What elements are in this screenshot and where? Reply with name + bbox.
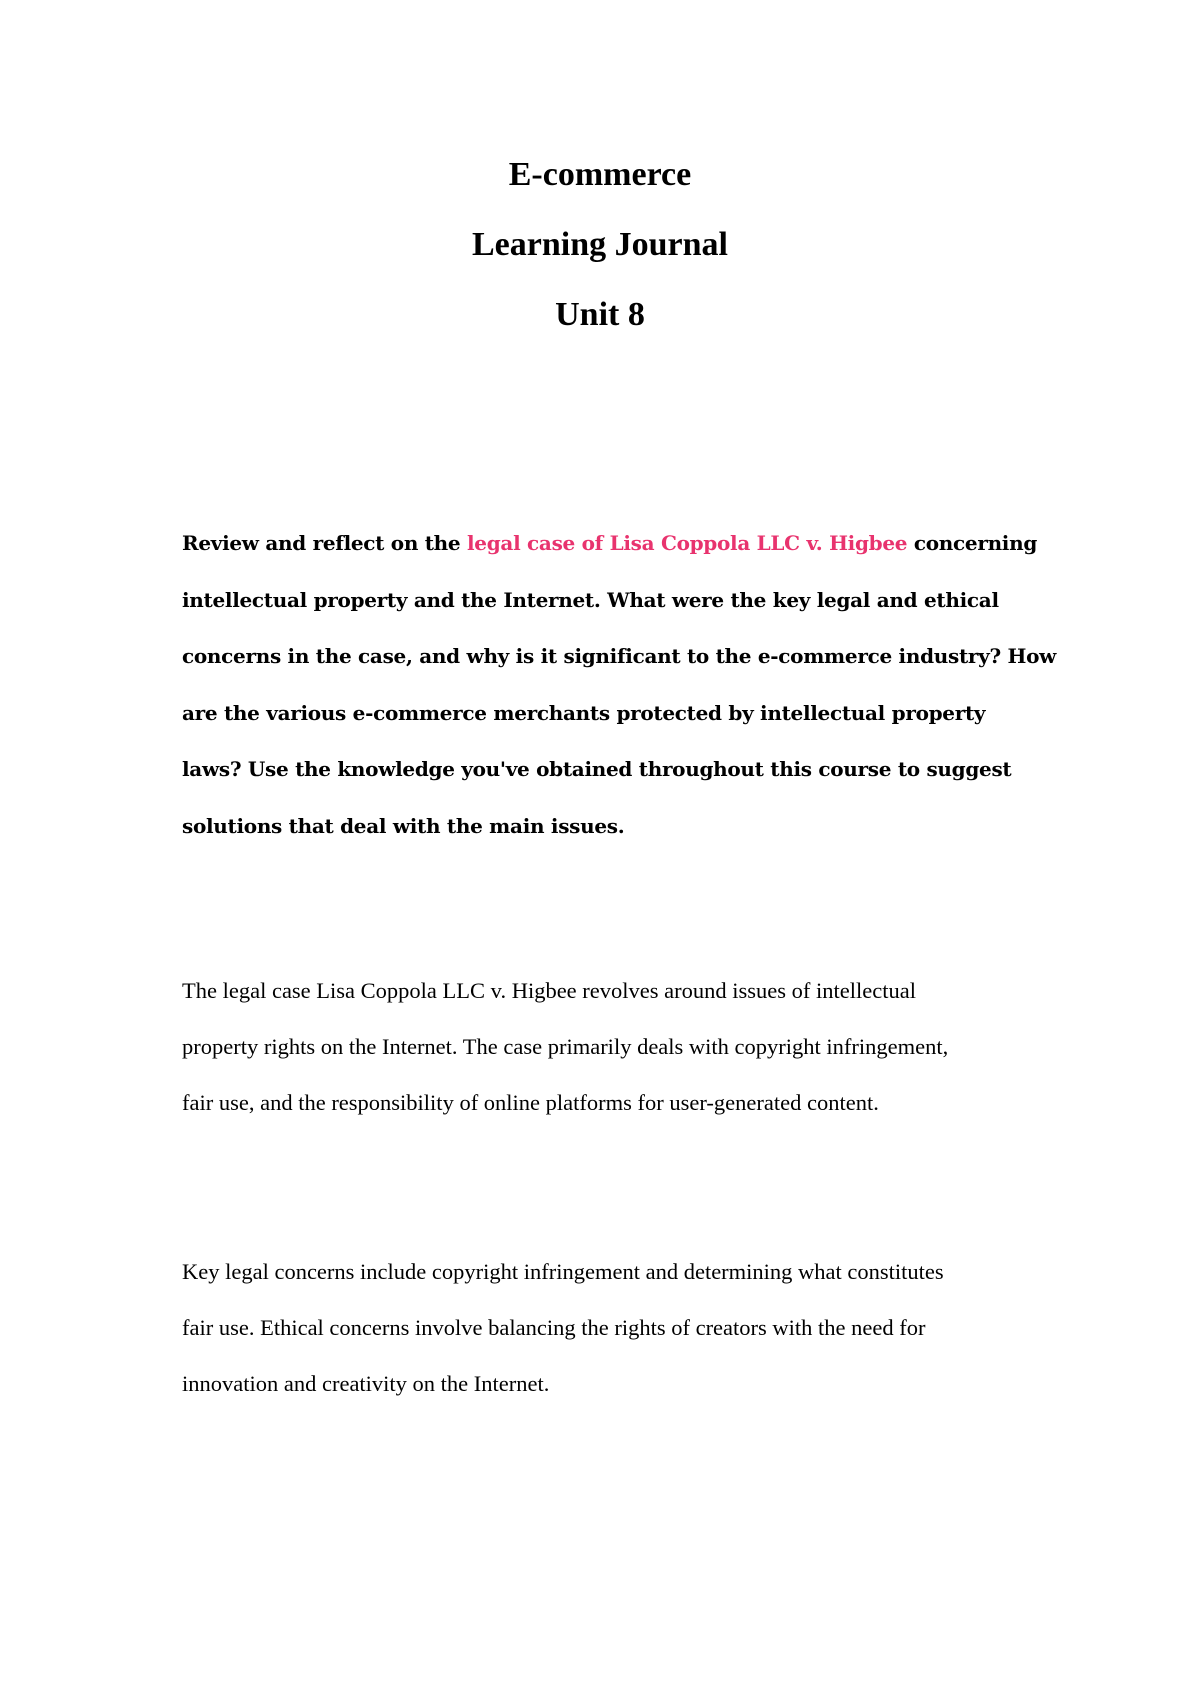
prompt-line-4: are the various e-commerce merchants protected by intellectual property — [182, 700, 986, 725]
document-subtitle: Learning Journal — [472, 226, 728, 263]
paragraph-2-line-1: Key legal concerns include copyright infringement and determining what constitutes — [182, 1259, 944, 1284]
body-paragraph-2 — [182, 1244, 1022, 1412]
body-paragraph-1 — [182, 963, 1022, 1131]
prompt-line-1-before: Review and reflect on the — [182, 531, 467, 555]
paragraph-1-line-1: The legal case Lisa Coppola LLC v. Higbee revolves around issues of intellectual — [182, 978, 916, 1003]
prompt-line-3: concerns in the case, and why is it significant to the e-commerce industry? How — [182, 644, 1057, 668]
paragraph-1-line-3: fair use, and the responsibility of online platforms for user-generated content. — [182, 1090, 879, 1115]
prompt-line-1 — [182, 515, 1038, 572]
paragraph-2-line-3: innovation and creativity on the Internet. — [182, 1371, 550, 1396]
document-title: E-commerce — [508, 156, 692, 193]
paragraph-2-line-2: fair use. Ethical concerns involve balancing the rights of creators with the need for — [182, 1315, 926, 1340]
prompt-line-2: intellectual property and the Internet. What were the key legal and ethical — [182, 587, 999, 612]
paragraph-1-line-2: property rights on the Internet. The case primarily deals with copyright infringement, — [182, 1034, 949, 1059]
document-unit: Unit 8 — [555, 296, 645, 333]
title-block — [0, 140, 1200, 350]
prompt-line-1-after: concerning — [907, 531, 1038, 555]
case-link[interactable]: legal case of Lisa Coppola LLC v. Higbee — [467, 531, 908, 555]
assignment-prompt — [182, 515, 1057, 854]
prompt-line-5: laws? Use the knowledge you've obtained throughout this course to suggest — [182, 757, 1012, 781]
prompt-line-6: solutions that deal with the main issues. — [182, 813, 625, 838]
